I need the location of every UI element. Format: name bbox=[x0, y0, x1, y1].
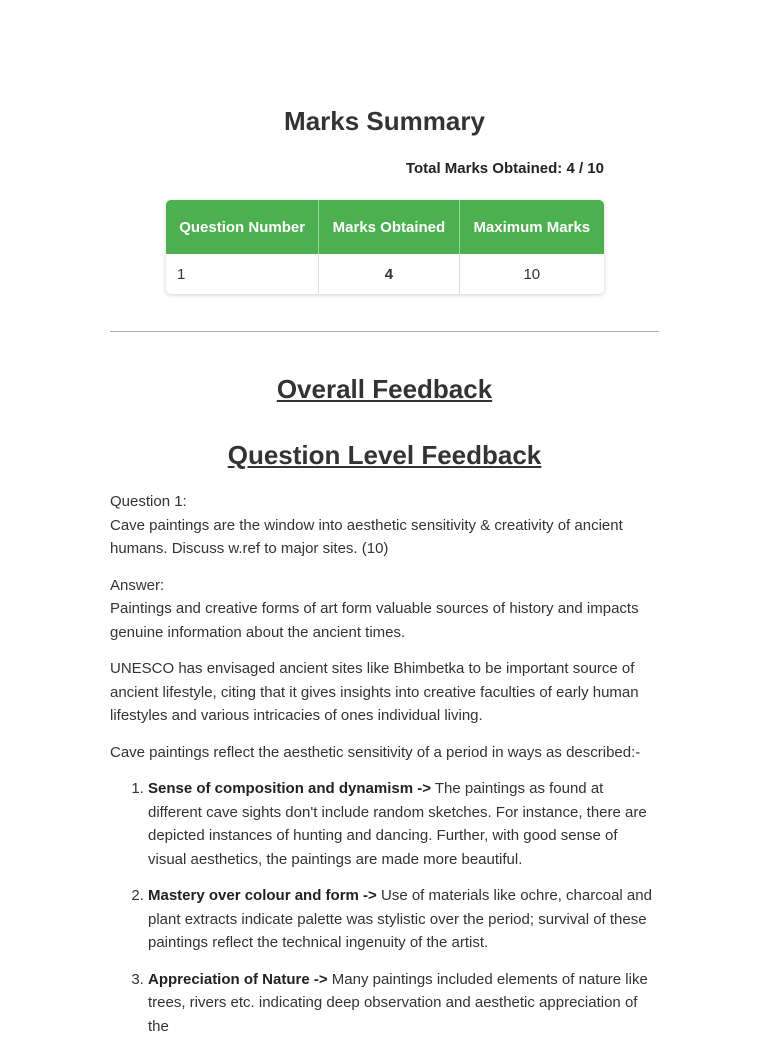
marks-table bbox=[166, 200, 604, 294]
list-item bbox=[148, 968, 659, 1039]
header-maximum-marks: Maximum Marks bbox=[459, 200, 604, 254]
list-item bbox=[148, 884, 659, 955]
point-text: Many paintings included elements of nature like trees, rivers etc. indicating deep observation and aesthetic appreciation of the bbox=[148, 970, 648, 1035]
point-heading: Appreciation of Nature -> bbox=[148, 970, 328, 988]
table-header-row bbox=[166, 200, 604, 254]
point-text: Use of materials like ochre, charcoal and plant extracts indicate palette was stylistic over the period; survival of these paintings reflect the technical ingenuity of the artist. bbox=[148, 887, 652, 951]
question-text: Cave paintings are the window into aesthetic sensitivity & creativity of ancient humans. Discuss w.ref to major sites. (10) bbox=[110, 516, 623, 557]
section-divider bbox=[110, 331, 659, 332]
point-heading: Sense of composition and dynamism -> bbox=[148, 780, 431, 797]
marks-table-container bbox=[166, 200, 604, 294]
answer-block bbox=[110, 574, 659, 645]
feedback-content bbox=[110, 490, 659, 1051]
cell-maximum-marks: 10 bbox=[523, 265, 541, 283]
header-question-number: Question Number bbox=[166, 200, 319, 254]
overall-feedback-heading: Overall Feedback bbox=[276, 374, 493, 404]
point-heading: Mastery over colour and form -> bbox=[148, 887, 377, 904]
answer-label: Answer: bbox=[110, 576, 165, 594]
cell-marks-obtained: 4 bbox=[319, 254, 459, 294]
table-row bbox=[166, 254, 604, 294]
header-marks-obtained: Marks Obtained bbox=[319, 200, 459, 254]
list-item bbox=[148, 777, 659, 871]
answer-paragraph-1: Paintings and creative forms of art form valuable sources of history and impacts genuine information about the ancient times. bbox=[110, 600, 639, 641]
cell-question-number: 1 bbox=[166, 254, 319, 294]
question-label: Question 1: bbox=[110, 493, 187, 510]
point-text: The paintings as found at different cave sights don't include random sketches. For instance, there are depicted instances of hunting and dancing. Further, with good sense of visual aesthetics, the paintings are made more beautiful. bbox=[148, 780, 647, 868]
question-block bbox=[110, 490, 659, 561]
answer-points-list bbox=[110, 777, 659, 1038]
total-marks-label: Total Marks Obtained: 4 / 10 bbox=[405, 160, 604, 177]
page-title: Marks Summary bbox=[284, 106, 485, 136]
question-level-feedback-heading: Question Level Feedback bbox=[227, 440, 542, 470]
answer-paragraph-3: Cave paintings reflect the aesthetic sensitivity of a period in ways as described:- bbox=[110, 743, 641, 761]
answer-paragraph-2: UNESCO has envisaged ancient sites like Bhimbetka to be important source of ancient lifestyle, citing that it gives insights into creative faculties of early human lifestyles and various intricacies of ones individual living. bbox=[110, 660, 639, 724]
